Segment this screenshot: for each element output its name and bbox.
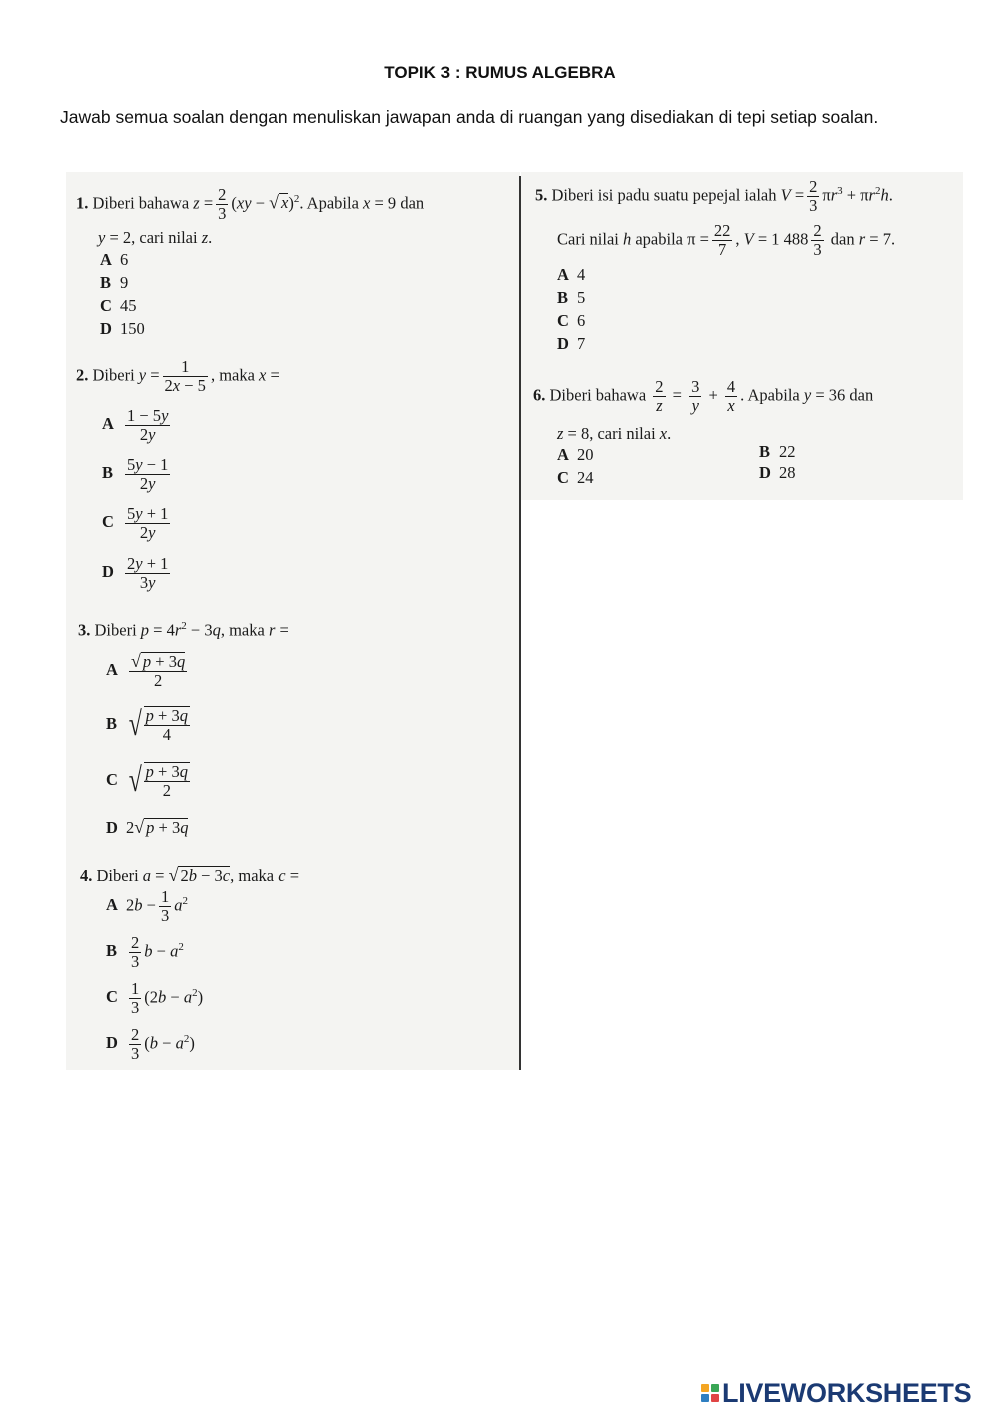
question-text: , cari nilai	[589, 424, 656, 443]
question-4-line1: 4. Diberi a = √ 2b − 3c, maka c =	[80, 865, 299, 885]
page-title: TOPIK 3 : RUMUS ALGEBRA	[384, 63, 616, 82]
option-value: 6	[577, 311, 586, 330]
question-1-line1: 1. Diberi bahawa z = $\frac{2}{3}$ (xy − √ x)$^2$. Apabila x = 9 dan	[76, 185, 425, 223]
option-row[interactable]: A $\frac{√ p + 3q}{2}$	[106, 651, 186, 690]
question-text: , cari nilai	[131, 228, 198, 247]
question-text: . Apabila	[299, 193, 359, 213]
question-text: , maka	[230, 866, 275, 885]
instruction-text: Jawab semua soalan dengan menuliskan jawapan anda di ruangan yang disediakan di tepi setiap soalan.	[60, 107, 879, 127]
brand-name: LIVEWORKSHEETS	[722, 1377, 972, 1408]
option-letter: D	[102, 562, 114, 582]
question-6-line2: z = 8, cari nilai x.	[557, 424, 672, 443]
option-row[interactable]	[557, 265, 585, 285]
question-2-line1: 2. Diberi y = $\frac{1}{2x - 5}$ , maka x =	[76, 357, 280, 395]
question-text: , maka	[220, 620, 265, 640]
question-text: Cari nilai	[557, 229, 619, 249]
question-text: apabila	[635, 229, 683, 249]
option-letter: C	[557, 468, 569, 487]
question-text: , maka	[210, 365, 255, 385]
option-row[interactable]: C √ $\frac{p + 3q}{2}$	[106, 762, 188, 800]
option-letter: B	[100, 273, 112, 292]
option-letter: A	[102, 414, 114, 434]
option-row[interactable]: A 2b − $\frac{1}{3}$ $a^2$	[106, 887, 188, 925]
option-row[interactable]	[557, 311, 585, 331]
option-value: 20	[577, 445, 594, 464]
option-letter: B	[759, 442, 771, 461]
option-letter: D	[759, 463, 771, 482]
option-row[interactable]	[759, 442, 796, 462]
question-6-line1: 6. Diberi bahawa $\frac{2}{z}$ = $\frac{3}{y}$ + $\frac{4}{x}$ . Apabila y = 36 dan	[533, 377, 874, 415]
question-text: dan	[400, 193, 425, 213]
question-text: Diberi	[92, 365, 135, 385]
question-text: Diberi isi padu suatu pepejal ialah	[551, 185, 777, 205]
option-row[interactable]	[100, 273, 128, 293]
option-letter: A	[557, 445, 569, 464]
option-value: 5	[577, 288, 586, 307]
option-letter: D	[100, 319, 112, 338]
option-row[interactable]: B $\frac{5y - 1}{2y}$	[102, 455, 169, 493]
option-letter: D	[557, 334, 569, 353]
scan-left-column	[66, 172, 520, 1070]
question-text: Diberi	[96, 866, 139, 885]
option-row[interactable]	[557, 334, 585, 354]
option-row[interactable]: C $\frac{1}{3}$ $(2b - a^2)$	[106, 979, 204, 1017]
option-letter: C	[100, 296, 112, 315]
option-letter: B	[106, 713, 118, 733]
question-number: 2.	[76, 365, 89, 385]
option-letter: A	[557, 265, 569, 284]
question-text: Diberi	[94, 620, 137, 640]
option-letter: A	[106, 895, 118, 915]
option-value: 24	[577, 468, 594, 487]
option-row[interactable]: D $\frac{2y + 1}{3y}$	[102, 554, 169, 592]
option-letter: C	[106, 769, 118, 789]
question-number: 1.	[76, 193, 89, 213]
option-letter: D	[106, 818, 118, 837]
option-value: 9	[120, 273, 129, 292]
option-row[interactable]: C $\frac{5y + 1}{2y}$	[102, 504, 169, 542]
liveworksheets-logo-icon	[701, 1384, 719, 1402]
option-row[interactable]	[557, 445, 594, 465]
option-value: 28	[779, 463, 796, 482]
question-text: Diberi bahawa	[92, 193, 190, 213]
option-letter: B	[557, 288, 569, 307]
question-5-line1: 5. Diberi isi padu suatu pepejal ialah V = $\frac{2}{3}$ $\pi r^3 + \pi r^2h$.	[535, 177, 893, 215]
question-text: dan	[830, 229, 855, 249]
option-value: 6	[120, 250, 129, 269]
question-text: . Apabila	[740, 385, 800, 405]
question-text: Diberi bahawa	[549, 385, 647, 405]
liveworksheets-logo	[701, 1378, 971, 1408]
question-number: 5.	[535, 185, 548, 205]
option-letter: C	[102, 512, 114, 532]
option-row[interactable]	[100, 296, 137, 316]
option-letter: B	[106, 941, 118, 961]
question-1-line2: y = 2, cari nilai z.	[98, 228, 213, 247]
question-number: 4.	[80, 866, 93, 885]
option-letter: D	[106, 1033, 118, 1053]
option-value: 150	[120, 319, 145, 338]
option-letter: A	[106, 659, 118, 679]
option-letter: C	[557, 311, 569, 330]
scan-right-column	[521, 172, 963, 500]
option-row[interactable]: D 2√ p + 3q	[106, 817, 189, 837]
question-5-line2: Cari nilai h apabila π = $\frac{22}{7}$ , V = 1 488 $\frac{2}{3}$ dan r = 7.	[557, 221, 896, 259]
question-number: 6.	[533, 385, 546, 405]
option-row[interactable]: D $\frac{2}{3}$ $(b - a^2)$	[106, 1025, 195, 1063]
option-letter: C	[106, 987, 118, 1007]
option-value: 22	[779, 442, 796, 461]
option-value: 7	[577, 334, 586, 353]
question-3-line1: 3. Diberi $p = 4r^2 - 3q$, maka r =	[78, 620, 289, 640]
option-row[interactable]: B $\frac{2}{3}$ $b - a^2$	[106, 933, 184, 971]
option-row[interactable]	[100, 250, 128, 270]
option-row[interactable]	[100, 319, 145, 339]
option-row[interactable]	[557, 288, 585, 308]
option-letter: A	[100, 250, 112, 269]
option-row[interactable]: B √ $\frac{p + 3q}{4}$	[106, 706, 188, 744]
option-value: 45	[120, 296, 137, 315]
option-row[interactable]	[759, 463, 796, 483]
question-text: dan	[849, 385, 874, 405]
option-value: 4	[577, 265, 586, 284]
option-row[interactable]	[557, 468, 594, 488]
option-letter: B	[102, 463, 114, 483]
question-number: 3.	[78, 620, 91, 640]
option-row[interactable]: A $\frac{1 - 5y}{2y}$	[102, 406, 169, 444]
